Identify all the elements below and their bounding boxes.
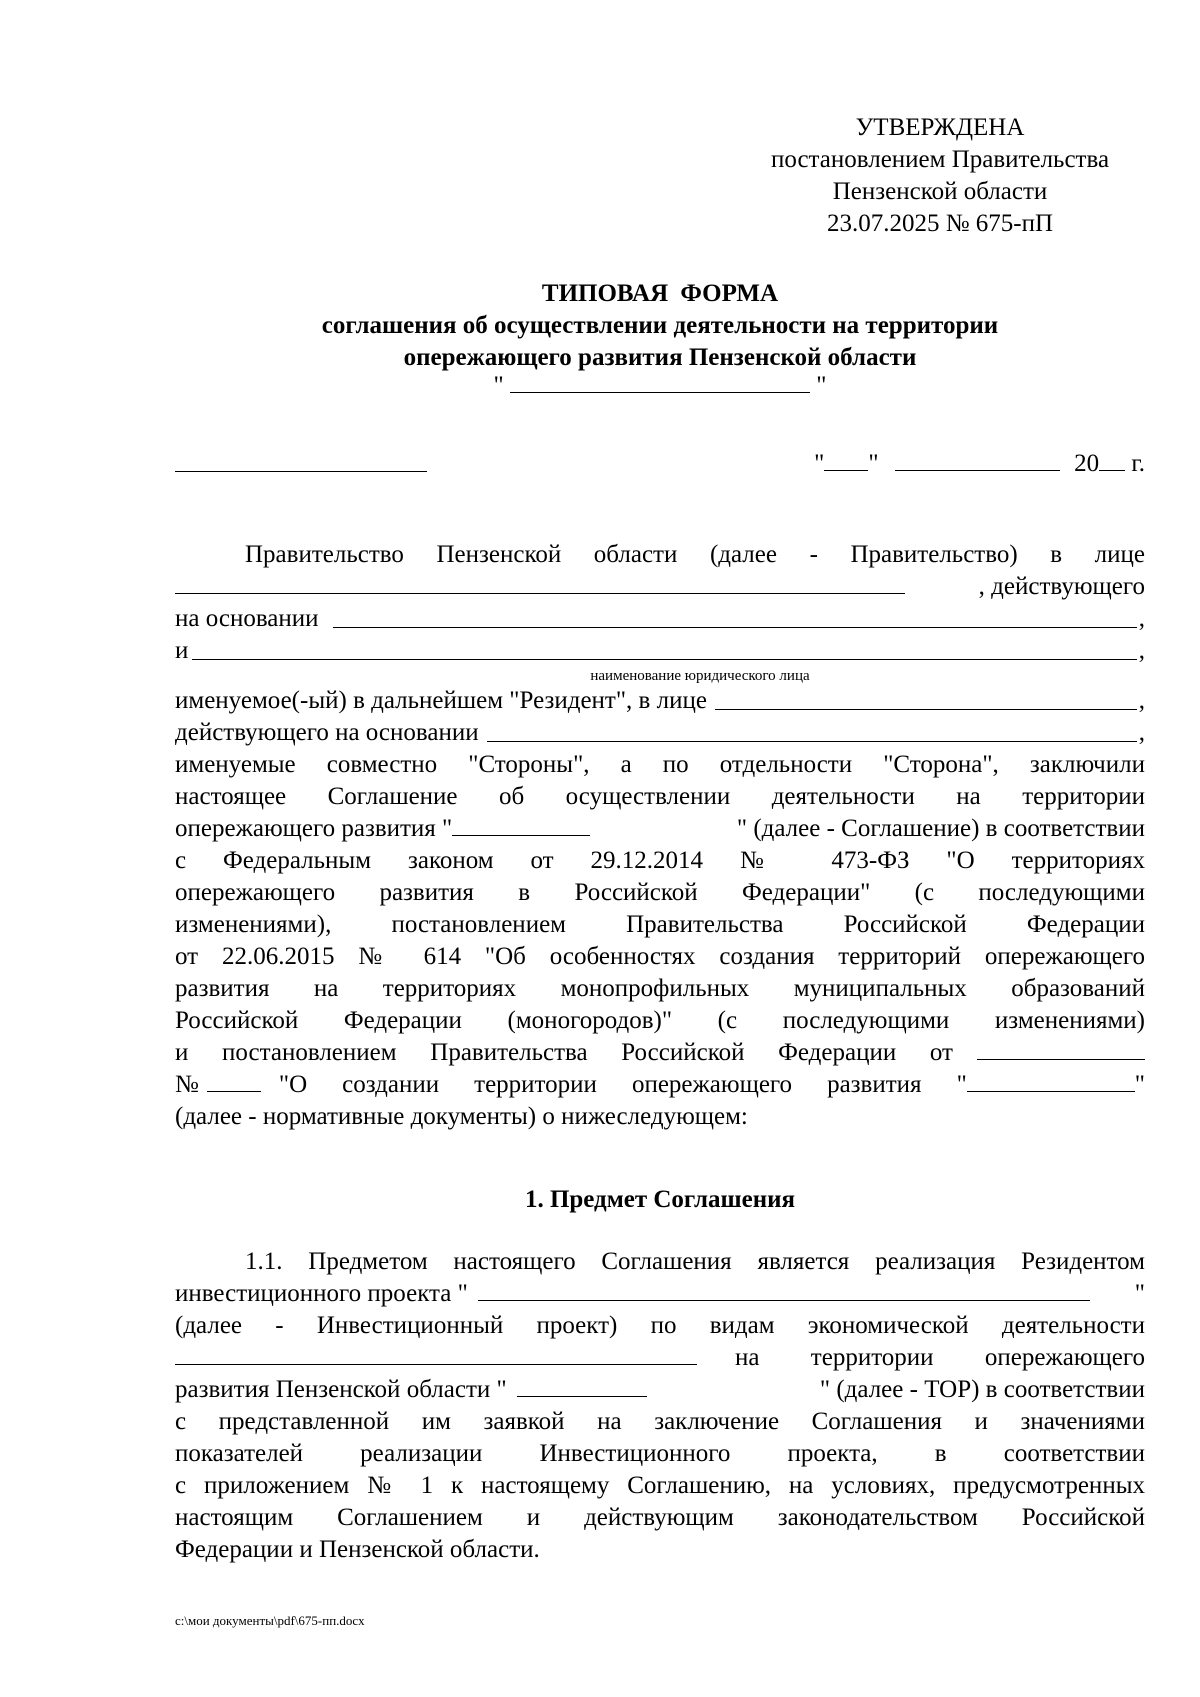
preamble-line-14: развития на территориях монопрофильных муниципальных образований — [175, 975, 1145, 1002]
legal-entity-caption: наименование юридического лица — [590, 668, 810, 684]
basis-blank — [333, 607, 1137, 628]
section-1-line-5: развития Пензенской области " " (далее - ТОР) в соответствии — [175, 1376, 1145, 1403]
territory-name-blank — [510, 391, 810, 393]
file-path-footer: c:\мои документы\pdf\675-пп.docx — [175, 1613, 365, 1628]
place-date-row — [175, 442, 1145, 478]
section-1-line-4: на территории опережающего — [175, 1342, 1145, 1374]
day-blank — [824, 469, 868, 471]
preamble-line-1: Правительство Пензенской области (далее - Правительство) в лице — [245, 541, 1145, 568]
section-1-line-9: настоящим Соглашением и действующим законодательством Российской — [175, 1504, 1145, 1531]
title-line-2: соглашения об осуществлении деятельности на территории — [321, 312, 999, 339]
representative-blank — [175, 592, 905, 594]
legal-entity-blank — [192, 639, 1136, 660]
decree-number-blank — [207, 1090, 261, 1092]
preamble-line-10: с Федеральным законом от 29.12.2014 № 473-ФЗ "О территориях — [175, 847, 1145, 874]
section-1-body — [175, 1246, 1145, 1566]
preamble-line-16: и постановлением Правительства Российской Федерации от — [175, 1037, 1145, 1069]
decree-date-blank — [977, 1058, 1145, 1060]
preamble-line-15: Российской Федерации (моногородов)" (с последующими изменениями) — [175, 1007, 1145, 1034]
preamble-line-11: опережающего развития в Российской Федерации" (с последующими — [175, 879, 1145, 906]
tor-name-blank — [452, 834, 590, 836]
section-1-line-8: с приложением № 1 к настоящему Соглашению, на условиях, предусмотренных — [175, 1472, 1145, 1499]
preamble-line-12: изменениями), постановлением Правительства Российской Федерации — [175, 911, 1145, 938]
title-line-3: опережающего развития Пензенской области — [403, 344, 917, 371]
date-field: " " 20 г. — [814, 450, 1145, 477]
preamble-line-17: № "О создании территории опережающего развития " " — [175, 1071, 1145, 1098]
year-blank — [1099, 469, 1125, 471]
approval-line-2: постановлением Правительства — [770, 146, 1110, 173]
preamble — [175, 539, 1145, 1133]
section-1-line-10: Федерации и Пензенской области. — [175, 1536, 540, 1563]
month-blank — [895, 469, 1060, 471]
preamble-line-3: на основании , — [175, 605, 1145, 632]
preamble-line-2: , действующего — [175, 571, 1145, 603]
document-title — [160, 278, 1160, 374]
preamble-line-13: от 22.06.2015 № 614 "Об особенностях создания территорий опережающего — [175, 943, 1145, 970]
approval-line-1: УТВЕРЖДЕНА — [855, 114, 1025, 141]
section-1-line-3: (далее - Инвестиционный проект) по видам экономической деятельности — [175, 1312, 1145, 1339]
place-blank — [175, 471, 427, 472]
title-line-1: ТИПОВАЯ ФОРМА — [541, 280, 779, 307]
tor-name-blank-3 — [517, 1395, 647, 1397]
section-1-line-2: инвестиционного проекта " " — [175, 1280, 1145, 1307]
approval-line-3: Пензенской области — [832, 178, 1048, 205]
tor-name-blank-2 — [967, 1090, 1135, 1092]
resident-representative-blank — [715, 689, 1137, 710]
approval-line-4: 23.07.2025 № 675-пП — [826, 210, 1054, 237]
resident-basis-blank — [487, 721, 1137, 742]
activity-type-blank — [175, 1363, 697, 1365]
preamble-line-5: именуемое(-ый) в дальнейшем "Резидент", в лице , — [175, 687, 1145, 714]
section-1-line-6: с представленной им заявкой на заключение Соглашения и значениями — [175, 1408, 1145, 1435]
preamble-line-8: настоящее Соглашение об осуществлении деятельности на территории — [175, 783, 1145, 810]
preamble-line-4: и , — [175, 637, 1145, 664]
territory-name-line: " " — [493, 372, 827, 399]
preamble-line-6: действующего на основании , — [175, 719, 1145, 746]
section-1-line-1: 1.1. Предметом настоящего Соглашения является реализация Резидентом — [245, 1248, 1145, 1275]
project-name-blank — [478, 1299, 1090, 1301]
section-1-heading: 1. Предмет Соглашения — [524, 1186, 796, 1213]
preamble-line-9: опережающего развития " " (далее - Соглашение) в соответствии — [175, 815, 1145, 842]
section-1-line-7: показателей реализации Инвестиционного проекта, в соответствии — [175, 1440, 1145, 1467]
preamble-line-18: (далее - нормативные документы) о нижеследующем: — [175, 1103, 748, 1130]
preamble-line-7: именуемые совместно "Стороны", а по отдельности "Сторона", заключили — [175, 751, 1145, 778]
approval-stamp — [740, 112, 1140, 240]
